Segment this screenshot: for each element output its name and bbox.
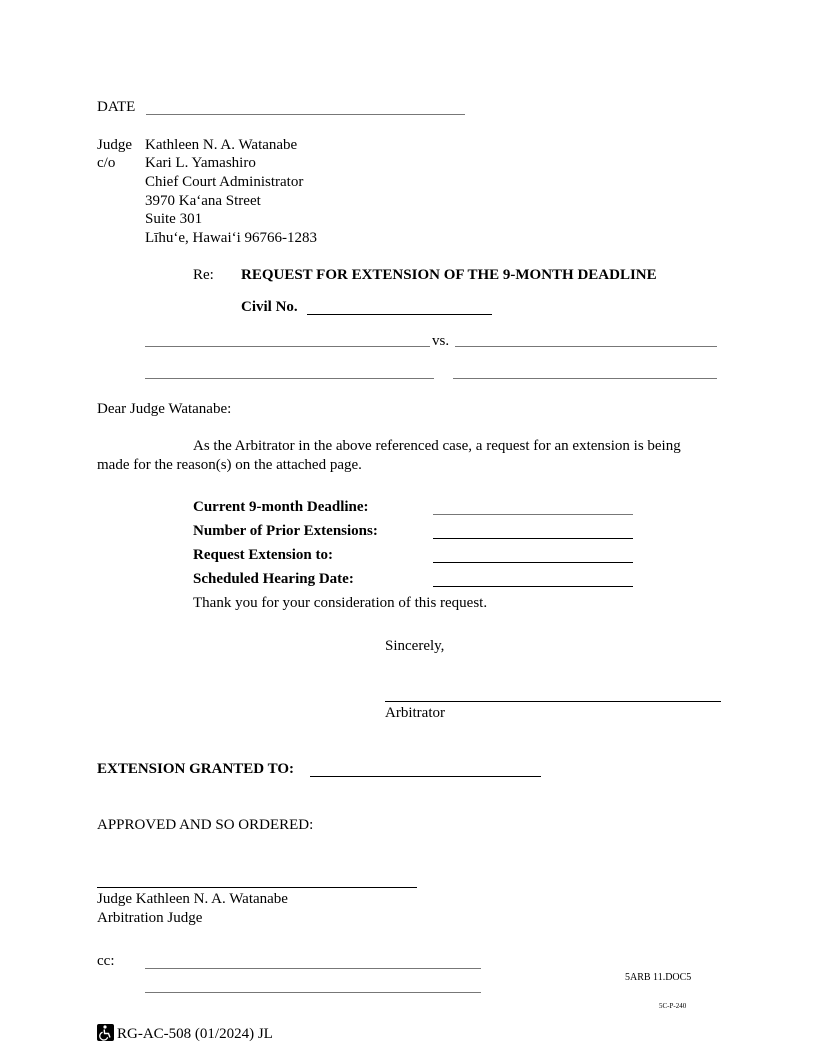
judge-title: Arbitration Judge: [97, 910, 203, 926]
body-line-2: made for the reason(s) on the attached page.: [97, 457, 362, 473]
sincerely-text: Sincerely,: [385, 638, 445, 654]
cc-field-2[interactable]: [145, 992, 481, 993]
doc-code: 5ARB 11.DOC5: [625, 972, 692, 983]
small-code: 5C-P-240: [659, 1002, 687, 1010]
re-label: Re:: [193, 267, 214, 283]
co-label: c/o: [97, 155, 116, 171]
re-subject: REQUEST FOR EXTENSION OF THE 9-MONTH DEADLINE: [241, 267, 657, 283]
prior-extensions-field[interactable]: [433, 538, 633, 539]
extension-granted-label: EXTENSION GRANTED TO:: [97, 761, 294, 777]
hearing-date-label: Scheduled Hearing Date:: [193, 571, 354, 587]
date-label: DATE: [97, 99, 136, 115]
address-line: Kari L. Yamashiro: [145, 155, 256, 171]
approved-text: APPROVED AND SO ORDERED:: [97, 817, 314, 833]
form-number-block: [97, 1024, 273, 1043]
extension-granted-field[interactable]: [310, 776, 541, 777]
thanks-text: Thank you for your consideration of this request.: [193, 595, 488, 611]
judge-signature-line[interactable]: [97, 887, 417, 888]
civil-no-label: Civil No.: [241, 299, 298, 315]
arbitrator-label: Arbitrator: [385, 705, 445, 721]
hearing-date-field[interactable]: [433, 586, 633, 587]
address-line: 3970 Ka‘ana Street: [145, 193, 261, 209]
body-line-1: As the Arbitrator in the above referenced case, a request for an extension is being: [193, 438, 681, 454]
address-line: Kathleen N. A. Watanabe: [145, 137, 298, 153]
address-line: Līhu‘e, Hawai‘i 96766-1283: [145, 230, 318, 246]
salutation: Dear Judge Watanabe:: [97, 401, 232, 417]
request-extension-field[interactable]: [433, 562, 633, 563]
plaintiff-field[interactable]: [145, 346, 430, 347]
civil-no-field[interactable]: [307, 314, 492, 315]
current-deadline-label: Current 9-month Deadline:: [193, 499, 369, 515]
vs-label: vs.: [432, 333, 450, 349]
prior-extensions-label: Number of Prior Extensions:: [193, 523, 378, 539]
plaintiff-field-2[interactable]: [145, 378, 434, 379]
defendant-field[interactable]: [455, 346, 717, 347]
judge-label: Judge: [97, 137, 132, 153]
defendant-field-2[interactable]: [453, 378, 717, 379]
address-line: Suite 301: [145, 211, 203, 227]
current-deadline-field[interactable]: [433, 514, 633, 515]
address-line: Chief Court Administrator: [145, 174, 304, 190]
cc-label: cc:: [97, 953, 115, 969]
cc-field-1[interactable]: [145, 968, 481, 969]
request-extension-label: Request Extension to:: [193, 547, 334, 563]
date-field[interactable]: [146, 114, 465, 115]
judge-name: Judge Kathleen N. A. Watanabe: [97, 891, 288, 907]
arbitrator-signature-line[interactable]: [385, 701, 721, 702]
form-number: RG-AC-508 (01/2024) JL: [117, 1026, 273, 1042]
wheelchair-icon: [97, 1024, 114, 1041]
